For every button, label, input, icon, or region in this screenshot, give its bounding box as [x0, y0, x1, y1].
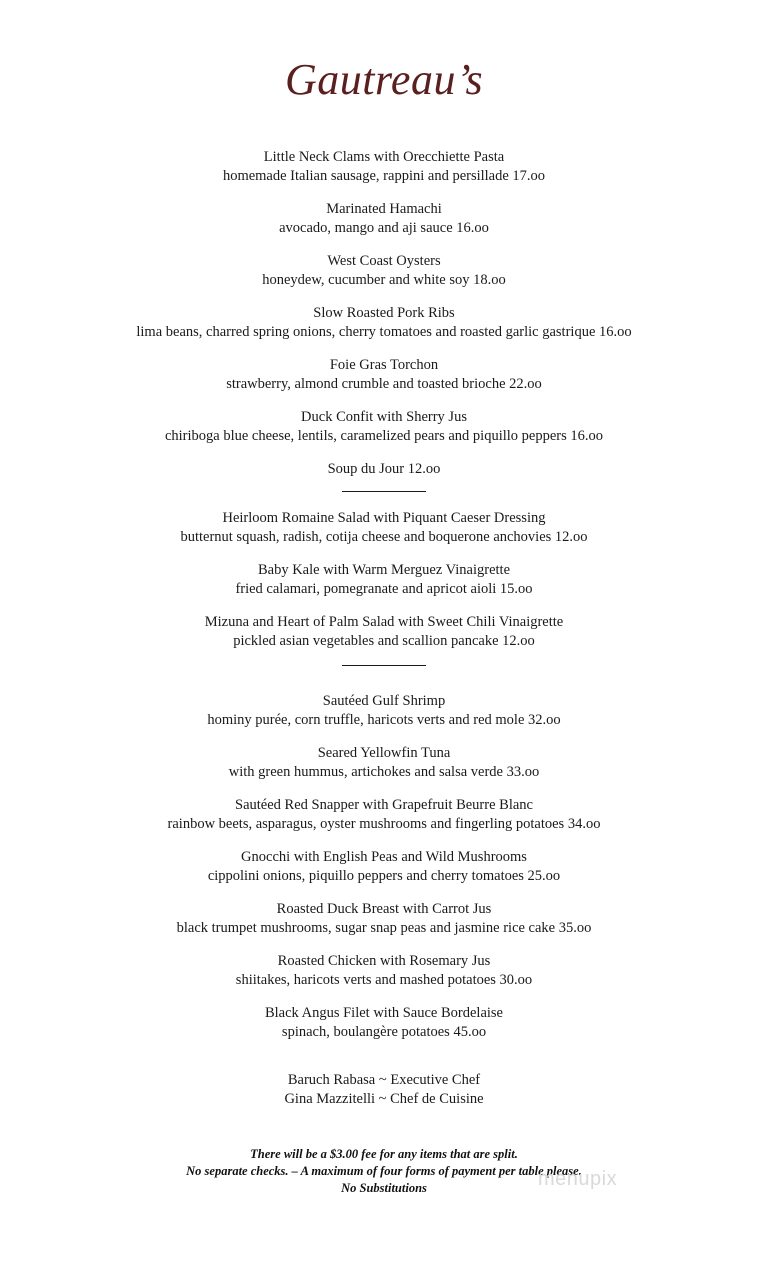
item-name: Foie Gras Torchon [329, 357, 439, 373]
menu-item [0, 744, 768, 782]
salads-section [0, 509, 768, 666]
menu-item [0, 848, 768, 886]
item-name: Seared Yellowfin Tuna [317, 745, 451, 761]
item-description: with green hummus, artichokes and salsa verde 33.oo [228, 764, 540, 780]
item-description: avocado, mango and aji sauce 16.oo [279, 220, 489, 236]
item-description: chiriboga blue cheese, lentils, caramelized pears and piquillo peppers 16.oo [164, 428, 604, 444]
menu-item [0, 252, 768, 290]
chef-credits [0, 1071, 768, 1109]
item-name: Slow Roasted Pork Ribs [313, 305, 455, 321]
item-name: Sautéed Red Snapper with Grapefruit Beurre Blanc [235, 797, 533, 813]
menu-item [0, 304, 768, 342]
item-description: rainbow beets, asparagus, oyster mushrooms and fingerling potatoes 34.oo [167, 816, 601, 832]
item-name: Roasted Duck Breast with Carrot Jus [276, 901, 492, 917]
item-description: fried calamari, pomegranate and apricot aioli 15.oo [235, 581, 533, 597]
menu-item [0, 692, 768, 730]
executive-chef: Baruch Rabasa ~ Executive Chef [287, 1072, 481, 1088]
item-description: honeydew, cucumber and white soy 18.oo [262, 272, 506, 288]
payment-note: No separate checks. – A maximum of four forms of payment per table please. [186, 1164, 582, 1178]
menu-item [0, 1004, 768, 1042]
item-description: black trumpet mushrooms, sugar snap peas and jasmine rice cake 35.oo [176, 920, 592, 936]
menu-item [0, 509, 768, 547]
item-name: Heirloom Romaine Salad with Piquant Caeser Dressing [222, 510, 546, 526]
item-description: shiitakes, haricots verts and mashed potatoes 30.oo [235, 972, 533, 988]
menu-item [0, 561, 768, 599]
item-description: cippolini onions, piquillo peppers and cherry tomatoes 25.oo [207, 868, 561, 884]
item-name: Little Neck Clams with Orecchiette Pasta [263, 149, 505, 165]
menu-item [0, 613, 768, 651]
menu-item [0, 200, 768, 238]
item-description: spinach, boulangère potatoes 45.oo [281, 1024, 487, 1040]
substitutions-note: No Substitutions [341, 1181, 427, 1195]
item-name: Baby Kale with Warm Merguez Vinaigrette [257, 562, 511, 578]
item-description: butternut squash, radish, cotija cheese and boquerone anchovies 12.oo [180, 529, 588, 545]
section-divider [342, 491, 426, 492]
menu-item [0, 796, 768, 834]
item-name: West Coast Oysters [327, 253, 441, 269]
restaurant-title: Gautreau’s [284, 55, 484, 104]
appetizers-section [0, 148, 768, 492]
item-name: Black Angus Filet with Sauce Bordelaise [264, 1005, 503, 1021]
item-description: hominy purée, corn truffle, haricots verts and red mole 32.oo [207, 712, 561, 728]
split-fee-note: There will be a $3.00 fee for any items that are split. [250, 1147, 518, 1161]
menu-item [0, 356, 768, 394]
policy-notes [0, 1146, 768, 1197]
section-divider [342, 665, 426, 666]
menu-item [0, 408, 768, 446]
soup-name: Soup du Jour 12.oo [327, 461, 441, 477]
item-description: pickled asian vegetables and scallion pancake 12.oo [233, 633, 535, 649]
chef-de-cuisine: Gina Mazzitelli ~ Chef de Cuisine [284, 1091, 484, 1107]
watermark-logo: menupix [538, 1168, 618, 1190]
item-description: homemade Italian sausage, rappini and persillade 17.oo [222, 168, 546, 184]
item-name: Marinated Hamachi [326, 201, 442, 217]
item-name: Mizuna and Heart of Palm Salad with Sweet Chili Vinaigrette [204, 614, 564, 630]
item-name: Gnocchi with English Peas and Wild Mushrooms [241, 849, 527, 865]
item-name: Duck Confit with Sherry Jus [301, 409, 467, 425]
item-name: Roasted Chicken with Rosemary Jus [277, 953, 491, 969]
item-name: Sautéed Gulf Shrimp [322, 693, 446, 709]
item-description: strawberry, almond crumble and toasted brioche 22.oo [226, 376, 542, 392]
menu-item [0, 148, 768, 186]
menu-item [0, 900, 768, 938]
menu-item-soup [0, 460, 768, 479]
entrees-section [0, 692, 768, 1056]
item-description: lima beans, charred spring onions, cherry tomatoes and roasted garlic gastrique 16.oo [136, 324, 632, 340]
menu-item [0, 952, 768, 990]
